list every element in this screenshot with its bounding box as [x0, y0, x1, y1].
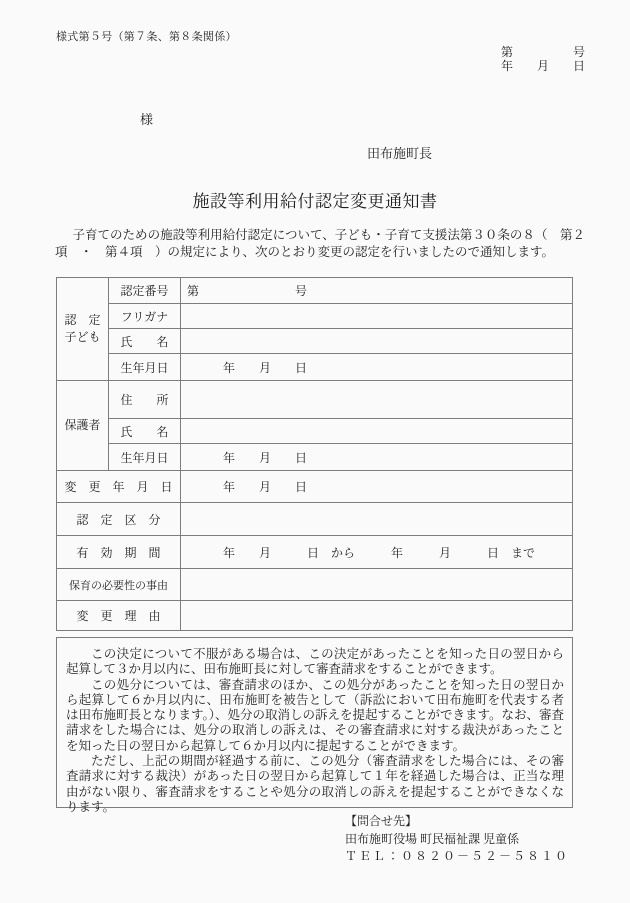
- table-row: [57, 471, 573, 503]
- contact-block: [345, 813, 569, 866]
- guardian-birth-value: 年 月 日: [181, 444, 573, 471]
- guardian-name-label: 氏 名: [109, 419, 181, 444]
- childcare-necessity-reason-label: 保育の必要性の事由: [57, 569, 181, 601]
- child-name-label: 氏 名: [109, 329, 181, 354]
- contact-heading: 【問合せ先】: [345, 814, 418, 828]
- table-row: [57, 278, 573, 304]
- document-title: 施設等利用給付認定変更通知書: [192, 192, 438, 211]
- child-name-value: [181, 329, 573, 354]
- validity-period-value: 年 月 日 から 年 月 日 まで: [181, 536, 573, 569]
- child-birth-value: 年 月 日: [181, 354, 573, 381]
- change-date-label: 変 更 年 月 日: [57, 471, 181, 503]
- furigana-label: フリガナ: [109, 304, 181, 329]
- appeal-notice-box: [56, 637, 573, 814]
- cert-number-value: 第 号: [181, 278, 573, 304]
- table-row: [57, 304, 573, 329]
- certification-category-label: 認 定 区 分: [57, 503, 181, 536]
- guardian-birth-label: 生年月日: [109, 444, 181, 471]
- appeal-notice-paragraph-2: この処分については、審査請求のほか、この処分があったことを知った日の翌日から起算して６か月以内に、田布施町を被告として（訴訟において田布施町を代表する者は田布施町長となります。）、処分の取消しの訴えを提起することができます。なお、審査請求をした場合には、処分の取消しの訴えは、その審査請求に対する裁決があったことを知った日の翌日から起算して６か月以内に提起することができます。: [66, 677, 565, 753]
- certification-category-value: [181, 503, 573, 536]
- change-reason-label: 変 更 理 由: [57, 601, 181, 631]
- appeal-notice-paragraph-1: この決定について不服がある場合は、この決定があったことを知った日の翌日から起算して３か月以内に、田布施町長に対して審査請求をすることができます。: [66, 647, 564, 677]
- child-birth-label: 生年月日: [109, 354, 181, 381]
- change-reason-value: [181, 601, 573, 631]
- table-row: [57, 536, 573, 569]
- child-group-cell: [57, 278, 109, 381]
- guardian-group-cell: 保護者: [57, 381, 109, 471]
- childcare-necessity-reason-value: [181, 569, 573, 601]
- cert-number-label: 認定番号: [109, 278, 181, 304]
- guardian-name-value: [181, 419, 573, 444]
- furigana-value: [181, 304, 573, 329]
- document-number-field: 第 号: [500, 45, 585, 59]
- sender-mayor-name: 田布施町長: [367, 146, 433, 161]
- change-date-value: 年 月 日: [181, 471, 573, 503]
- contact-phone: ＴＥＬ：０８２０－５２－５８１０: [345, 849, 570, 863]
- table-row: [57, 569, 573, 601]
- appeal-notice-paragraph-3: ただし、上記の期間が経過する前に、この処分（審査請求をした場合には、その審査請求に対する裁決）があった日の翌日から起算して１年を経過した場合は、正当な理由がない限り、審査請求をすることや処分の取消しの訴えを提起することができなくなります。: [66, 754, 564, 814]
- table-row: [57, 601, 573, 631]
- child-group-label-line2: 子ども: [64, 330, 101, 344]
- form-style-number: 様式第５号（第７条、第８条関係）: [56, 31, 237, 43]
- addressee-honorific: 様: [140, 112, 154, 127]
- table-row: [57, 419, 573, 444]
- table-row: [57, 381, 573, 419]
- address-label: 住 所: [109, 381, 181, 419]
- table-row: [57, 444, 573, 471]
- table-row: [57, 503, 573, 536]
- child-group-label-line1: 認 定: [64, 313, 101, 327]
- intro-paragraph: 子育てのための施設等利用給付認定について、子ども・子育て支援法第３０条の８（ 第２項 ・ 第４項 ）の規定により、次のとおり変更の認定を行いましたので通知します。: [55, 228, 585, 259]
- validity-period-label: 有 効 期 間: [57, 536, 181, 569]
- table-row: [57, 329, 573, 354]
- document-date-field: 年 月 日: [500, 59, 585, 73]
- contact-office: 田布施町役場 町民福祉課 児童係: [345, 831, 520, 846]
- certification-table: [56, 277, 573, 631]
- address-value: [181, 381, 573, 419]
- table-row: [57, 354, 573, 381]
